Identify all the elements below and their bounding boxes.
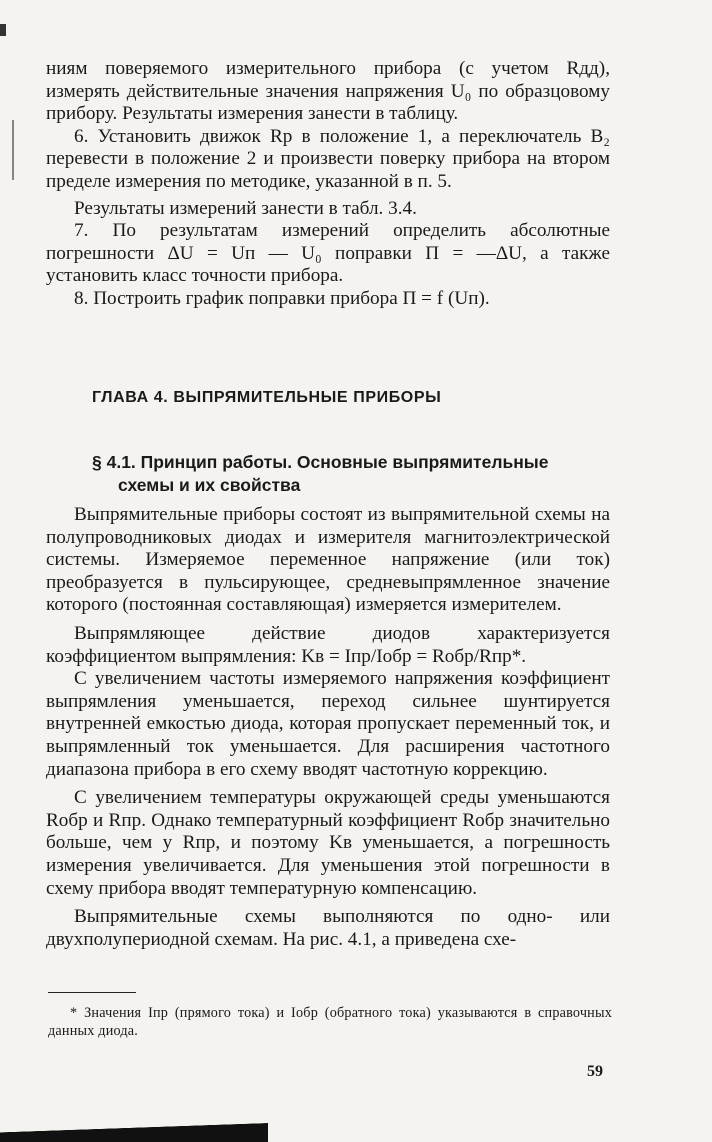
body-text-main (46, 504, 610, 951)
paragraph-step-7: 7. По результатам измерений определить абсолютные погрешности ΔU = Uп — U₀ поправки П = —ΔU, а также установить класс точности прибора. (46, 220, 610, 287)
footnote-divider (48, 992, 136, 993)
paragraph-continuation: ниям поверяемого измерительного прибора (с учетом Rдд), измерять действительные значения напряжения U₀ по образцовому прибору. Результаты измерения занести в таблицу. (46, 58, 610, 125)
page-number: 59 (587, 1063, 603, 1080)
body-text-top (46, 58, 610, 311)
paragraph-step-8: 8. Построить график поправки прибора П = f (Uп). (74, 287, 490, 309)
margin-pencil-mark (12, 120, 14, 180)
section-heading-line-1: § 4.1. Принцип работы. Основные выпрямительные (92, 452, 549, 472)
section-heading (92, 451, 612, 497)
paragraph-circuit-types: Выпрямительные схемы выполняются по одно- или двухполупериодной схемам. На рис. 4.1, a приведена схе- (46, 906, 610, 950)
paragraph-temperature-effect: С увеличением температуры окружающей среды уменьшаются Rобр и Rпр. Однако температурный коэффициент Rобр значительно больше, чем у Rпр, и поэтому Kв уменьшается, а погрешность измерения увеличивается. Для уменьшения этой погрешности в схему прибора вводят температурную компенсацию. (46, 787, 610, 899)
paragraph-rectifier-intro: Выпрямительные приборы состоят из выпрямительной схемы на полупроводниковых диодах и измерителя магнитоэлектрической системы. Измеряемое переменное напряжение (или ток) преобразуется в пульсирующее, средневыпрямленное значение которого (постоянная составляющая) измеряется измерителем. (46, 504, 610, 616)
footnote-text: * Значения Iпр (прямого тока) и Iобр (обратного тока) указываются в справочных данных диода. (48, 1005, 612, 1039)
section-heading-line-2: схемы и их свойства (118, 475, 301, 495)
paragraph-results-table: Результаты измерений занести в табл. 3.4. (74, 197, 417, 219)
footnote (48, 1004, 612, 1040)
scan-corner-mark (0, 24, 6, 36)
scan-edge-shadow (0, 1122, 268, 1142)
paragraph-rectification-coefficient: Выпрямляющее действие диодов характеризуется коэффициентом выпрямления: Kв = Iпр/Iобр = Rобр/Rпр*. (46, 622, 610, 667)
paragraph-step-6: 6. Установить движок Rр в положение 1, а переключатель B₂ перевести в положение 2 и произвести поверку прибора на втором пределе измерения по методике, указанной в п. 5. (46, 125, 610, 192)
paragraph-frequency-effect: С увеличением частоты измеряемого напряжения коэффициент выпрямления уменьшается, переход сильнее шунтируется внутренней емкостью диода, которая пропускает переменный ток, и выпрямленный ток уменьшается. Для расширения частотного диапазона прибора в его схему вводят частотную коррекцию. (46, 668, 610, 780)
chapter-title: ГЛАВА 4. ВЫПРЯМИТЕЛЬНЫЕ ПРИБОРЫ (92, 389, 442, 406)
